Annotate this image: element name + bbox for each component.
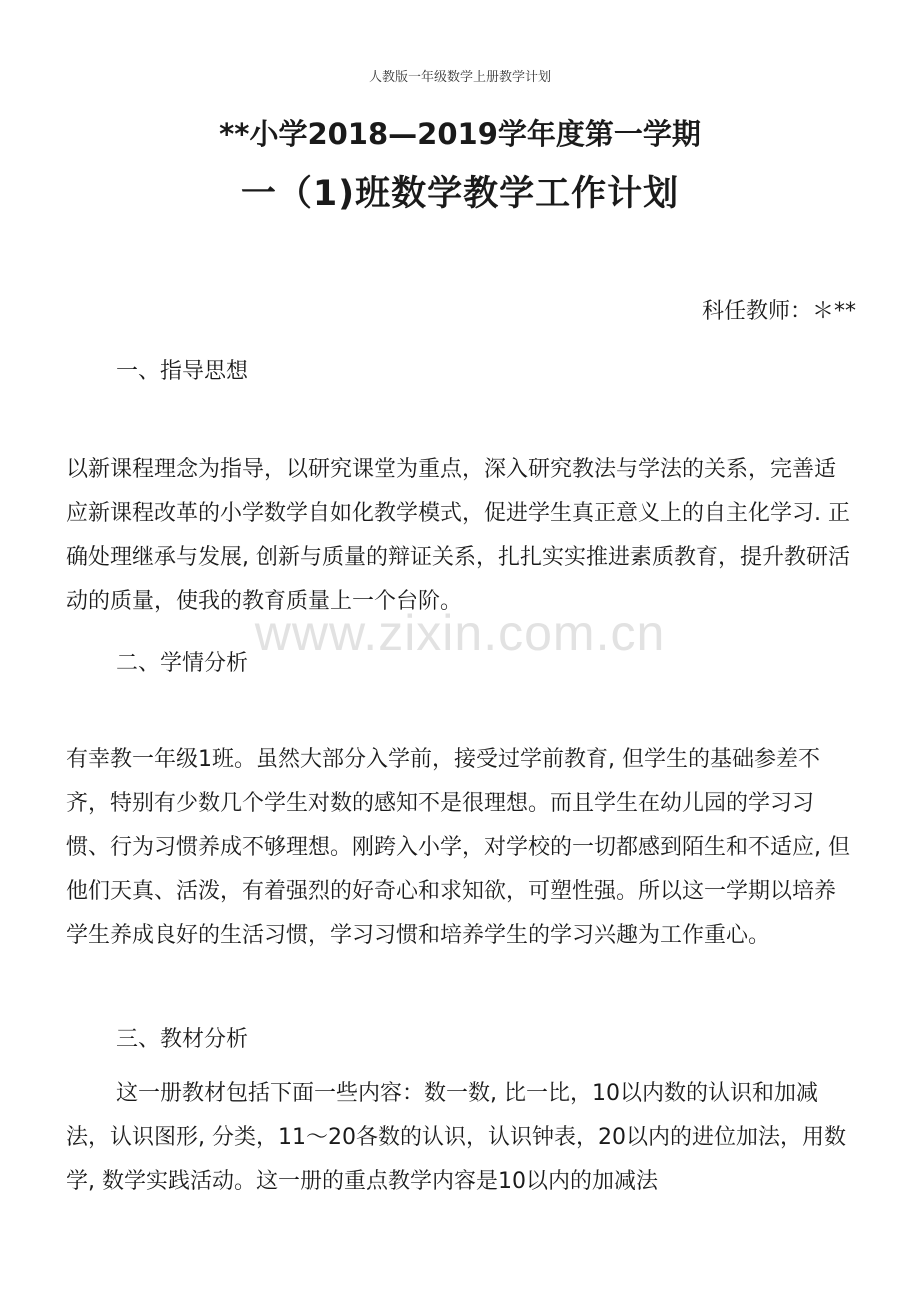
section-body-textbook-analysis: 这一册教材包括下面一些内容：数一数, 比一比，10以内数的认识和加减法，认识图形, 分类，11～20各数的认识，认识钟表，20以内的进位加法，用数学, 数学实践活动。这一册的重点教学内容是10以内的加减法 xyxy=(66,1081,846,1194)
section-heading-textbook-analysis: 三、教材分析 xyxy=(116,1027,249,1052)
section-heading-guiding-ideology: 一、指导思想 xyxy=(116,359,249,384)
page-header: 人教版一年级数学上册教学计划 xyxy=(368,70,551,85)
section-body-student-analysis: 有幸教一年级1班。虽然大部分入学前，接受过学前教育, 但学生的基础参差不齐，特别有少数几个学生对数的感知不是很理想。而且学生在幼儿园的学习习惯、行为习惯养成不够理想。刚跨入小学，对学校的一切都感到陌生和不适应, 但他们天真、活泼，有着强烈的好奇心和求知欲，可塑性强。所以这一学期以培养学生养成良好的生活习惯，学习习惯和培养学生的学习兴趣为工作重心。 xyxy=(66,747,850,948)
document-title: **小学2018—2019学年度第一学期 xyxy=(219,117,701,151)
teacher-line: 科任教师：＊** xyxy=(701,299,856,324)
section-heading-student-analysis: 二、学情分析 xyxy=(116,651,249,676)
watermark: www.zixin.com.cn xyxy=(254,605,666,661)
document-subtitle: 一（1)班数学教学工作计划 xyxy=(240,174,680,214)
section-body-guiding-ideology: 以新课程理念为指导，以研究课堂为重点，深入研究教法与学法的关系，完善适应新课程改革的小学数学自如化教学模式，促进学生真正意义上的自主化学习. 正确处理继承与发展, 创新与质量的辩证关系，扎扎实实推进素质教育，提升教研活动的质量，使我的教育质量上一个台阶。 xyxy=(66,457,850,614)
